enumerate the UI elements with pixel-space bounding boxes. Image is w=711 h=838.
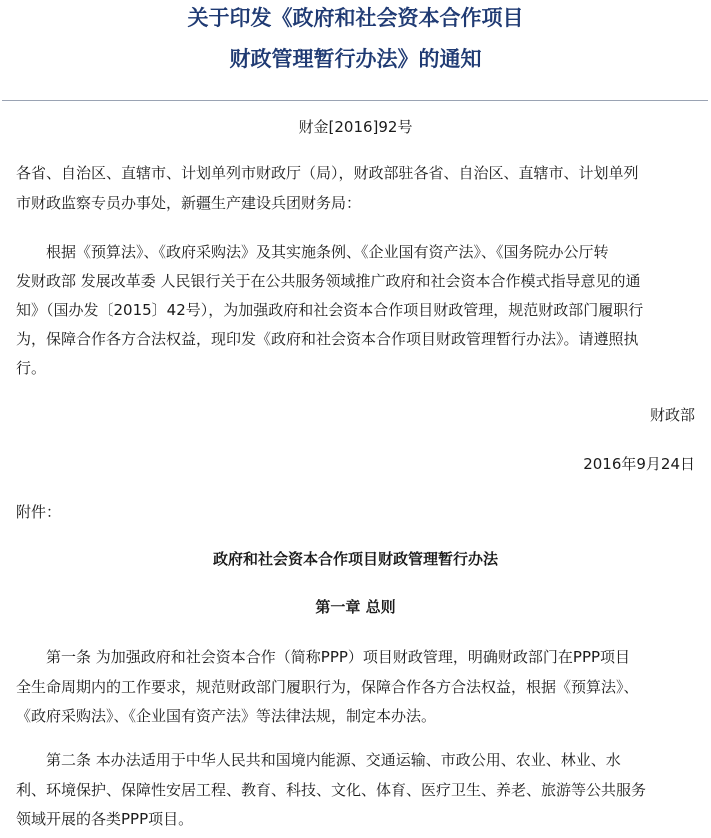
body-line-4: 为，保障合作各方合法权益，现印发《政府和社会资本合作项目财政管理暂行办法》。请遵照执 — [16, 330, 639, 348]
article-1-line-1: 第一条 为加强政府和社会资本合作（简称PPP）项目财政管理，明确财政部门在PPP项目 — [46, 648, 631, 666]
article-1-line-3: 《政府采购法》、《企业国有资产法》等法律法规，制定本办法。 — [16, 707, 437, 725]
title-line-1: 关于印发《政府和社会资本合作项目 — [187, 5, 524, 30]
body-line-2: 发财政部 发展改革委 人民银行关于在公共服务领域推广政府和社会资本合作模式指导意见的通 — [16, 272, 641, 290]
recipients-line-1: 各省、自治区、直辖市、计划单列市财政厅（局），财政部驻各省、自治区、直辖市、计划单列 — [16, 164, 639, 182]
issue-date: 2016年9月24日 — [583, 455, 695, 473]
body-line-5: 行。 — [16, 359, 47, 377]
article-2-line-2: 利、环境保护、保障性安居工程、教育、科技、文化、体育、医疗卫生、养老、旅游等公共服务 — [16, 781, 647, 799]
article-1-line-2: 全生命周期内的工作要求，规范财政部门履职行为，保障合作各方合法权益，根据《预算法》、 — [16, 678, 639, 696]
recipients-line-2: 市财政监察专员办事处，新疆生产建设兵团财务局： — [16, 194, 362, 212]
body-line-1: 根据《预算法》、《政府采购法》及其实施条例、《企业国有资产法》、《国务院办公厅转 — [46, 243, 609, 261]
signature: 财政部 — [649, 406, 695, 424]
body-line-3: 知》（国办发〔2015〕42号），为加强政府和社会资本合作项目财政管理，规范财政部门履职行 — [16, 301, 644, 319]
article-2-line-3: 领域开展的各类PPP项目。 — [16, 810, 194, 828]
attachment-title: 政府和社会资本合作项目财政管理暂行办法 — [212, 550, 498, 568]
attachment-label: 附件： — [16, 503, 62, 521]
document-number: 财金[2016]92号 — [298, 118, 413, 136]
title-divider — [2, 100, 708, 101]
article-2-line-1: 第二条 本办法适用于中华人民共和国境内能源、交通运输、市政公用、农业、林业、水 — [46, 751, 621, 769]
chapter-title: 第一章 总则 — [315, 598, 396, 616]
title-line-2: 财政管理暂行办法》的通知 — [229, 46, 482, 71]
